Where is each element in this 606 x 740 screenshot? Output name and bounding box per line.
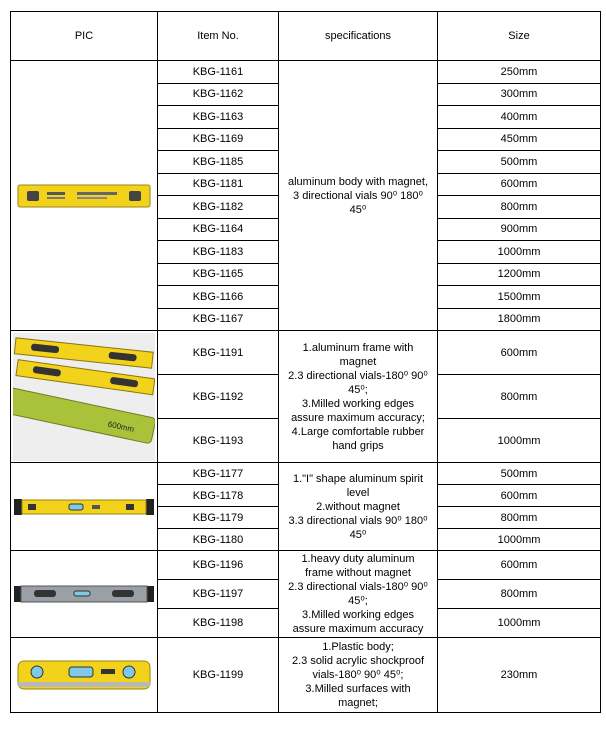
- spirit-level-icon: [17, 183, 151, 209]
- header-specifications: specifications: [279, 12, 438, 61]
- size: 800mm: [438, 196, 601, 219]
- size: 450mm: [438, 128, 601, 151]
- size: 1500mm: [438, 286, 601, 309]
- size: 800mm: [438, 375, 601, 419]
- header-pic: PIC: [11, 12, 158, 61]
- product-image-i-beam-level: [11, 463, 158, 551]
- spec-text: 1.Plastic body; 2.3 solid acrylic shockproof vials-180⁰ 90⁰ 45⁰; 3.Milled surfaces with magnet;: [279, 638, 438, 713]
- item-no: KBG-1167: [158, 308, 279, 331]
- size: 1000mm: [438, 419, 601, 463]
- size: 230mm: [438, 638, 601, 713]
- torpedo-level-icon: [17, 658, 151, 692]
- size: 500mm: [438, 151, 601, 174]
- size: 1000mm: [438, 241, 601, 264]
- size: 1000mm: [438, 529, 601, 551]
- size: 250mm: [438, 61, 601, 84]
- item-no: KBG-1162: [158, 83, 279, 106]
- item-no: KBG-1165: [158, 263, 279, 286]
- item-no: KBG-1185: [158, 151, 279, 174]
- size: 1200mm: [438, 263, 601, 286]
- size: 600mm: [438, 485, 601, 507]
- item-no: KBG-1180: [158, 529, 279, 551]
- table-row: [11, 463, 601, 485]
- item-no: KBG-1181: [158, 173, 279, 196]
- table-row: [11, 551, 601, 580]
- item-no: KBG-1163: [158, 106, 279, 129]
- size: 300mm: [438, 83, 601, 106]
- item-no: KBG-1196: [158, 551, 279, 580]
- size: 1000mm: [438, 609, 601, 638]
- item-no: KBG-1182: [158, 196, 279, 219]
- case-label: 600mm: [106, 419, 135, 434]
- item-no: KBG-1198: [158, 609, 279, 638]
- item-no: KBG-1179: [158, 507, 279, 529]
- table-row: [11, 331, 601, 375]
- size: 800mm: [438, 580, 601, 609]
- spec-text: 1.heavy duty aluminum frame without magnet 2.3 directional vials-180⁰ 90⁰ 45⁰; 3.Milled working edges assure maximum accuracy: [279, 551, 438, 638]
- table-row: [11, 61, 601, 84]
- size: 600mm: [438, 551, 601, 580]
- product-image-plastic-torpedo-level: [11, 638, 158, 713]
- size: 500mm: [438, 463, 601, 485]
- item-no: KBG-1177: [158, 463, 279, 485]
- product-image-heavy-duty-level: [11, 551, 158, 638]
- product-image-levels-with-case: [11, 331, 158, 463]
- item-no: KBG-1193: [158, 419, 279, 463]
- item-no: KBG-1183: [158, 241, 279, 264]
- header-row: [11, 12, 601, 61]
- header-size: Size: [438, 12, 601, 61]
- product-image-yellow-magnetic-level: [11, 61, 158, 331]
- item-no: KBG-1199: [158, 638, 279, 713]
- item-no: KBG-1178: [158, 485, 279, 507]
- spirit-level-set-icon: [13, 333, 155, 461]
- size: 800mm: [438, 507, 601, 529]
- item-no: KBG-1192: [158, 375, 279, 419]
- spec-text: aluminum body with magnet, 3 directional vials 90⁰ 180⁰ 45⁰: [279, 61, 438, 331]
- item-no: KBG-1197: [158, 580, 279, 609]
- item-no: KBG-1191: [158, 331, 279, 375]
- spec-text: 1.aluminum frame with magnet 2.3 directional vials-180⁰ 90⁰ 45⁰; 3.Milled working edges assure maximum accuracy; 4.Large comfortable rubber hand grips: [279, 331, 438, 463]
- table-row: [11, 638, 601, 713]
- heavy-duty-level-icon: [14, 583, 154, 605]
- spec-text: 1."I" shape aluminum spirit level 2.without magnet 3.3 directional vials 90⁰ 180⁰ 45⁰: [279, 463, 438, 551]
- spec-table: [10, 11, 601, 713]
- header-item-no: Item No.: [158, 12, 279, 61]
- size: 600mm: [438, 331, 601, 375]
- size: 1800mm: [438, 308, 601, 331]
- item-no: KBG-1166: [158, 286, 279, 309]
- size: 400mm: [438, 106, 601, 129]
- item-no: KBG-1161: [158, 61, 279, 84]
- size: 600mm: [438, 173, 601, 196]
- item-no: KBG-1164: [158, 218, 279, 241]
- item-no: KBG-1169: [158, 128, 279, 151]
- i-beam-level-icon: [14, 496, 154, 518]
- size: 900mm: [438, 218, 601, 241]
